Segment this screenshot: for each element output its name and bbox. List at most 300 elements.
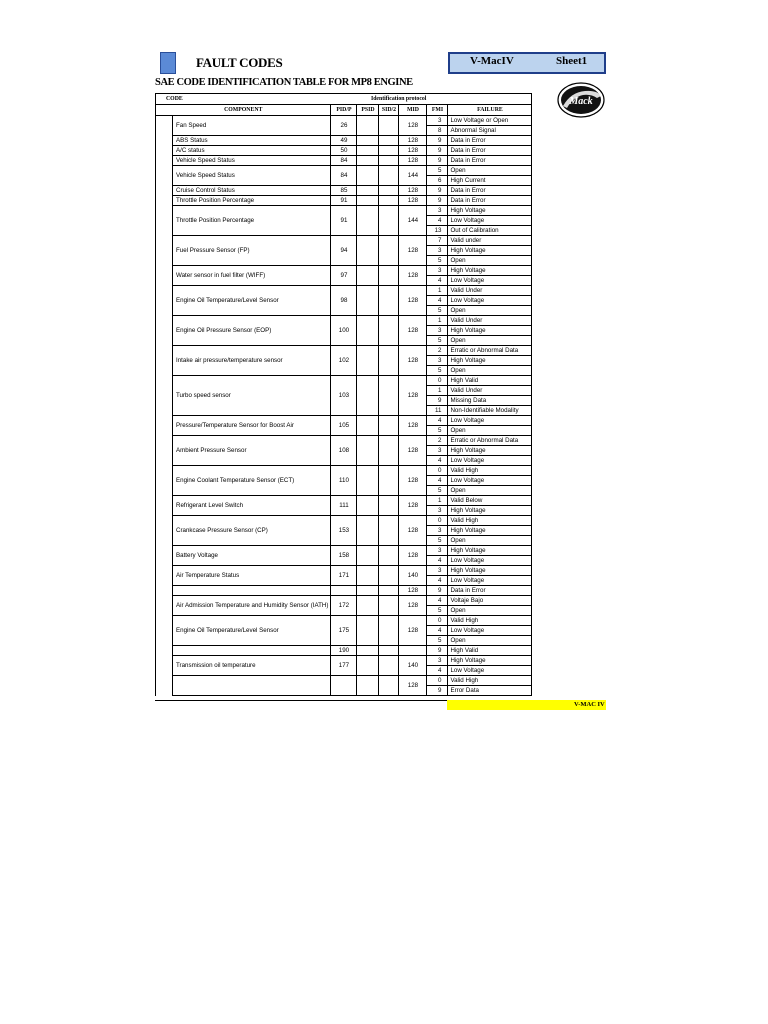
table-row [156,286,532,296]
component-cell [173,646,331,656]
psid-cell [357,186,379,196]
psid-cell [357,166,379,186]
fmi-cell: 3 [427,266,448,276]
failure-cell: Open [448,166,532,176]
sid-cell [379,416,399,436]
fmi-cell: 0 [427,376,448,386]
fmi-cell: 3 [427,206,448,216]
failure-cell: High Voltage [448,656,532,666]
failure-cell: Open [448,336,532,346]
pid-cell: 49 [331,136,357,146]
component-cell: Air Admission Temperature and Humidity Sensor (IATH) [173,596,331,616]
code-gutter-cell [156,156,173,166]
psid-cell [357,416,379,436]
sid-cell [379,436,399,466]
table-row [156,466,532,476]
mid-cell: 128 [399,266,427,286]
page-title: FAULT CODES [196,55,283,70]
code-gutter-cell [156,496,173,516]
code-gutter-cell [156,546,173,566]
table-row [156,656,532,666]
mid-cell: 128 [399,466,427,496]
failure-cell: Open [448,536,532,546]
table-row [156,266,532,276]
failure-cell: High Voltage [448,546,532,556]
failure-cell: Valid under [448,236,532,246]
table-row [156,196,532,206]
fmi-cell: 3 [427,446,448,456]
failure-cell: High Valid [448,376,532,386]
sid-cell [379,376,399,416]
failure-cell: Valid High [448,516,532,526]
fmi-cell: 7 [427,236,448,246]
sid-cell [379,316,399,346]
psid-cell [357,496,379,516]
mid-cell: 140 [399,566,427,586]
table-row [156,156,532,166]
psid-cell [357,196,379,206]
mid-cell: 128 [399,146,427,156]
failure-cell: Open [448,636,532,646]
code-gutter-cell [156,146,173,156]
failure-cell: Valid Under [448,316,532,326]
component-cell: Air Temperature Status [173,566,331,586]
fmi-cell: 9 [427,136,448,146]
code-gutter-cell [156,416,173,436]
column-header: FMI [427,105,448,116]
column-header: PSID [357,105,379,116]
pid-cell: 98 [331,286,357,316]
failure-cell: High Voltage [448,356,532,366]
sid-cell [379,586,399,596]
pid-cell: 103 [331,376,357,416]
code-gutter-cell [156,116,173,136]
failure-cell: Open [448,486,532,496]
code-gutter-cell [156,676,173,696]
mid-cell: 128 [399,376,427,416]
table-row [156,616,532,626]
failure-cell: Valid Under [448,286,532,296]
pid-cell: 190 [331,646,357,656]
failure-cell: High Voltage [448,266,532,276]
fmi-cell: 4 [427,666,448,676]
fmi-cell: 8 [427,126,448,136]
table-row [156,136,532,146]
sid-cell [379,146,399,156]
code-gutter-cell [156,436,173,466]
fmi-cell: 5 [427,336,448,346]
pid-cell: 171 [331,566,357,586]
psid-cell [357,546,379,566]
code-gutter-cell [156,616,173,646]
fmi-cell: 2 [427,436,448,446]
mid-cell: 128 [399,316,427,346]
fmi-cell: 9 [427,186,448,196]
fmi-cell: 1 [427,316,448,326]
fmi-cell: 5 [427,486,448,496]
fmi-cell: 5 [427,426,448,436]
fmi-cell: 3 [427,246,448,256]
mid-cell: 140 [399,656,427,676]
mid-cell: 128 [399,346,427,376]
failure-cell: Error Data [448,686,532,696]
code-gutter-cell [156,316,173,346]
table-row [156,376,532,386]
failure-cell: Missing Data [448,396,532,406]
pid-cell [331,676,357,696]
fmi-cell: 3 [427,656,448,666]
component-cell: Fan Speed [173,116,331,136]
psid-cell [357,236,379,266]
fmi-cell: 9 [427,396,448,406]
fmi-cell: 6 [427,176,448,186]
failure-cell: Data in Error [448,136,532,146]
pid-cell: 84 [331,156,357,166]
pid-cell: 26 [331,116,357,136]
sid-cell [379,496,399,516]
code-gutter-cell [156,266,173,286]
mid-cell: 128 [399,416,427,436]
failure-cell: Valid Below [448,496,532,506]
failure-cell: Abnormal Signal [448,126,532,136]
code-gutter-cell [156,566,173,586]
failure-cell: Low Voltage [448,456,532,466]
psid-cell [357,616,379,646]
fmi-cell: 4 [427,556,448,566]
failure-cell: High Voltage [448,206,532,216]
failure-cell: Erratic or Abnormal Data [448,346,532,356]
fmi-cell: 4 [427,476,448,486]
component-cell: Water sensor in fuel filter (WIFF) [173,266,331,286]
failure-cell: Non-Identifiable Modality [448,406,532,416]
component-cell: Vehicle Speed Status [173,166,331,186]
fmi-cell: 3 [427,116,448,126]
pid-cell: 158 [331,546,357,566]
failure-cell: High Valid [448,646,532,656]
psid-cell [357,286,379,316]
component-cell: Engine Coolant Temperature Sensor (ECT) [173,466,331,496]
fmi-cell: 3 [427,566,448,576]
fmi-cell: 3 [427,546,448,556]
component-cell: Crankcase Pressure Sensor (CP) [173,516,331,546]
code-gutter-cell [156,286,173,316]
table-bottom-border [155,700,447,701]
failure-cell: Voltaje Bajo [448,596,532,606]
protocol-header: Identification protocol [331,94,532,105]
code-header: CODE [156,94,331,105]
table-row [156,496,532,506]
failure-cell: Valid High [448,466,532,476]
fmi-cell: 3 [427,356,448,366]
failure-cell: Open [448,606,532,616]
failure-cell: Low Voltage [448,626,532,636]
sid-cell [379,156,399,166]
fmi-cell: 9 [427,196,448,206]
psid-cell [357,656,379,676]
sid-cell [379,346,399,376]
psid-cell [357,646,379,656]
table-row [156,586,532,596]
pid-cell: 85 [331,186,357,196]
pid-cell: 105 [331,416,357,436]
component-cell: Turbo speed sensor [173,376,331,416]
table-row [156,416,532,426]
failure-cell: Valid High [448,676,532,686]
sid-cell [379,116,399,136]
failure-cell: Open [448,426,532,436]
component-cell: Cruise Control Status [173,186,331,196]
mid-cell: 128 [399,136,427,146]
code-gutter-cell [156,586,173,596]
psid-cell [357,516,379,546]
component-cell: Ambient Pressure Sensor [173,436,331,466]
fmi-cell: 5 [427,256,448,266]
mid-cell: 144 [399,206,427,236]
fmi-cell: 3 [427,506,448,516]
pid-cell: 91 [331,206,357,236]
fmi-cell: 5 [427,536,448,546]
fmi-cell: 9 [427,146,448,156]
component-cell: A/C status [173,146,331,156]
component-cell: Fuel Pressure Sensor (FP) [173,236,331,266]
component-cell: Refrigerant Level Switch [173,496,331,516]
fmi-cell: 1 [427,496,448,506]
psid-cell [357,206,379,236]
psid-cell [357,136,379,146]
fmi-cell: 0 [427,616,448,626]
pid-cell: 175 [331,616,357,646]
table-row [156,206,532,216]
component-cell: Transmission oil temperature [173,656,331,676]
psid-cell [357,346,379,376]
psid-cell [357,436,379,466]
vmac-label: V-MacIV [470,55,514,67]
logo-text: Mack [569,96,593,107]
sid-cell [379,206,399,236]
failure-cell: High Voltage [448,326,532,336]
pid-cell: 84 [331,166,357,186]
mid-cell: 128 [399,156,427,166]
table-row [156,436,532,446]
failure-cell: Open [448,366,532,376]
table-row [156,346,532,356]
pid-cell: 177 [331,656,357,676]
sid-cell [379,596,399,616]
pid-cell: 110 [331,466,357,496]
fmi-cell: 13 [427,226,448,236]
fmi-cell: 4 [427,216,448,226]
failure-cell: High Current [448,176,532,186]
column-header: SID/2 [379,105,399,116]
fmi-cell: 9 [427,646,448,656]
code-gutter-cell [156,346,173,376]
psid-cell [357,596,379,616]
sid-cell [379,266,399,286]
sid-cell [379,236,399,266]
fmi-cell: 5 [427,606,448,616]
code-gutter-cell [156,646,173,656]
failure-cell: Low Voltage [448,666,532,676]
component-cell: Intake air pressure/temperature sensor [173,346,331,376]
mid-cell: 128 [399,586,427,596]
psid-cell [357,266,379,286]
failure-cell: Low Voltage [448,216,532,226]
failure-cell: Data in Error [448,146,532,156]
pid-cell: 50 [331,146,357,156]
mid-cell: 128 [399,616,427,646]
pid-cell: 91 [331,196,357,206]
code-gutter-cell [156,376,173,416]
code-gutter-cell [156,196,173,206]
failure-cell: High Voltage [448,446,532,456]
sid-cell [379,516,399,546]
mid-cell: 128 [399,236,427,266]
column-header: MID [399,105,427,116]
table-row [156,516,532,526]
fmi-cell: 5 [427,366,448,376]
mid-cell: 128 [399,596,427,616]
sid-cell [379,196,399,206]
component-cell [173,586,331,596]
pid-cell [331,586,357,596]
sid-cell [379,136,399,146]
mid-cell: 128 [399,196,427,206]
fmi-cell: 1 [427,386,448,396]
failure-cell: Low Voltage [448,576,532,586]
failure-cell: Low Voltage [448,556,532,566]
mid-cell: 128 [399,676,427,696]
sid-cell [379,656,399,676]
component-cell: Engine Oil Temperature/Level Sensor [173,286,331,316]
fmi-cell: 4 [427,416,448,426]
blue-marker [160,52,176,74]
component-cell: Engine Oil Temperature/Level Sensor [173,616,331,646]
mid-cell: 128 [399,496,427,516]
table-row [156,316,532,326]
fmi-cell: 3 [427,526,448,536]
code-gutter-cell [156,656,173,676]
column-header: COMPONENT [156,105,331,116]
component-cell: Engine Oil Pressure Sensor (EOP) [173,316,331,346]
failure-cell: High Voltage [448,526,532,536]
pid-cell: 102 [331,346,357,376]
table-row [156,166,532,176]
table-subtitle: SAE CODE IDENTIFICATION TABLE FOR MP8 ENGINE [155,77,413,88]
code-gutter-cell [156,236,173,266]
mid-cell [399,646,427,656]
table-row [156,566,532,576]
failure-cell: Low Voltage or Open [448,116,532,126]
failure-cell: Out of Calibration [448,226,532,236]
mid-cell: 128 [399,546,427,566]
table-row [156,676,532,686]
table-row [156,546,532,556]
mid-cell: 128 [399,436,427,466]
failure-cell: Low Voltage [448,296,532,306]
failure-cell: High Voltage [448,566,532,576]
mid-cell: 128 [399,186,427,196]
sid-cell [379,566,399,586]
component-cell: Vehicle Speed Status [173,156,331,166]
fmi-cell: 9 [427,686,448,696]
table-row [156,236,532,246]
fault-code-table [155,93,532,696]
sheet-label: Sheet1 [556,55,588,67]
failure-cell: Low Voltage [448,276,532,286]
fmi-cell: 11 [427,406,448,416]
psid-cell [357,146,379,156]
failure-cell: Valid Under [448,386,532,396]
fmi-cell: 2 [427,346,448,356]
column-header: FAILURE [448,105,532,116]
failure-cell: Erratic or Abnormal Data [448,436,532,446]
pid-cell: 111 [331,496,357,516]
failure-cell: High Voltage [448,506,532,516]
pid-cell: 153 [331,516,357,546]
psid-cell [357,376,379,416]
sid-cell [379,466,399,496]
fmi-cell: 5 [427,636,448,646]
table-row [156,596,532,606]
fmi-cell: 0 [427,466,448,476]
failure-cell: Data in Error [448,156,532,166]
fmi-cell: 4 [427,296,448,306]
fmi-cell: 5 [427,166,448,176]
component-cell [173,676,331,696]
component-cell: Pressure/Temperature Sensor for Boost Air [173,416,331,436]
pid-cell: 172 [331,596,357,616]
table-row [156,116,532,126]
column-header: PID/P [331,105,357,116]
sid-cell [379,286,399,316]
fmi-cell: 4 [427,576,448,586]
code-gutter-cell [156,186,173,196]
component-cell: Throttle Position Percentage [173,206,331,236]
code-gutter-cell [156,596,173,616]
failure-cell: Data in Error [448,186,532,196]
failure-cell: Open [448,256,532,266]
mid-cell: 128 [399,116,427,136]
fmi-cell: 4 [427,456,448,466]
fmi-cell: 9 [427,156,448,166]
sid-cell [379,676,399,696]
psid-cell [357,586,379,596]
fmi-cell: 3 [427,326,448,336]
failure-cell: Data in Error [448,196,532,206]
footer-label: V-MAC IV [574,701,605,708]
code-gutter-cell [156,166,173,186]
mack-logo [557,82,605,118]
psid-cell [357,676,379,696]
failure-cell: Low Voltage [448,476,532,486]
fmi-cell: 0 [427,676,448,686]
psid-cell [357,316,379,346]
table-row [156,146,532,156]
component-cell: ABS Status [173,136,331,146]
fmi-cell: 4 [427,626,448,636]
psid-cell [357,466,379,496]
fmi-cell: 1 [427,286,448,296]
component-cell: Throttle Position Percentage [173,196,331,206]
fmi-cell: 5 [427,306,448,316]
failure-cell: Low Voltage [448,416,532,426]
sid-cell [379,616,399,646]
psid-cell [357,156,379,166]
code-gutter-cell [156,206,173,236]
failure-cell: Valid High [448,616,532,626]
code-gutter-cell [156,466,173,496]
table-row [156,646,532,656]
